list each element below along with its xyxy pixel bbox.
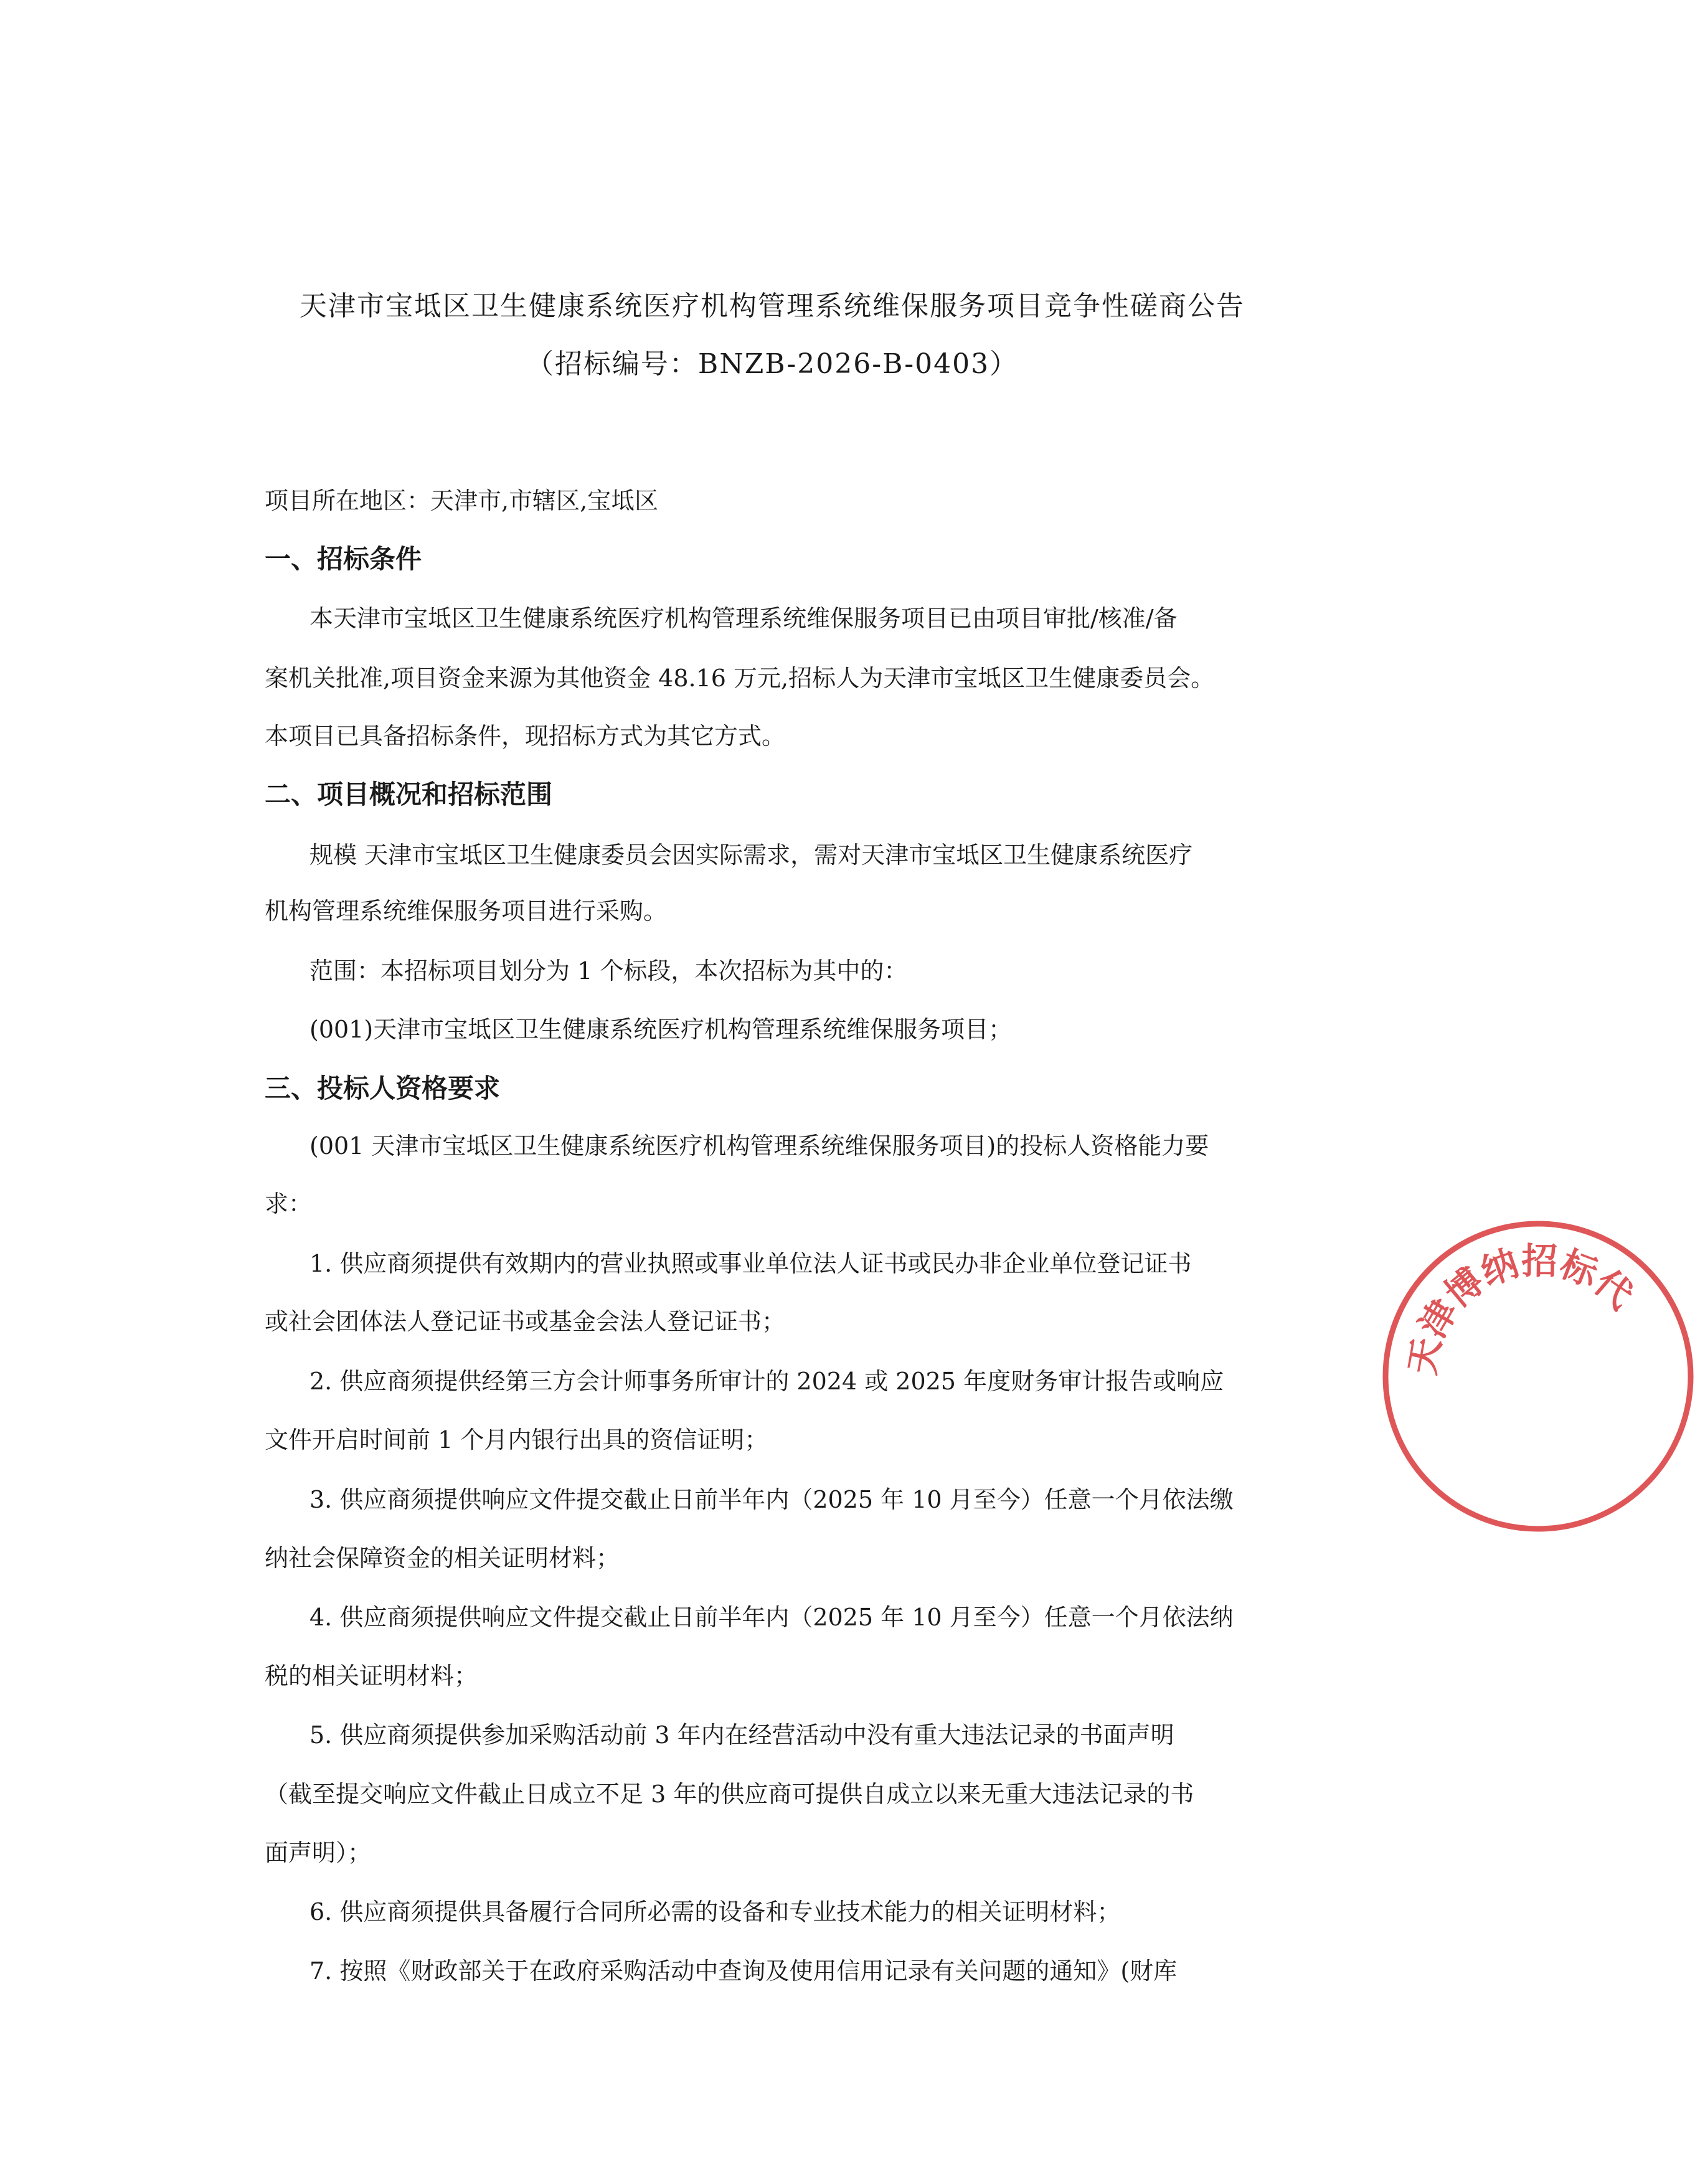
paragraph-line: 面声明）； [265, 1839, 372, 1866]
paragraph-line: 纳社会保障资金的相关证明材料； [265, 1544, 620, 1572]
section-heading-bidder-qualifications: 三、投标人资格要求 [265, 1073, 501, 1104]
paragraph-line: 机构管理系统维保服务项目进行采购。 [265, 897, 668, 925]
paragraph-line: 案机关批准,项目资金来源为其他资金 48.16 万元,招标人为天津市宝坻区卫生健康委员会。 [265, 664, 1215, 692]
document-title: 天津市宝坻区卫生健康系统医疗机构管理系统维保服务项目竞争性磋商公告 [300, 290, 1245, 322]
paragraph-line: 求： [265, 1190, 313, 1217]
paragraph-line: 本天津市宝坻区卫生健康系统医疗机构管理系统维保服务项目已由项目审批/核准/备 [309, 605, 1178, 632]
paragraph-line: 7. 按照《财政部关于在政府采购活动中查询及使用信用记录有关问题的通知》(财库 [309, 1957, 1178, 1985]
seal-text: 天津博纳招标代 [1400, 1239, 1641, 1378]
official-seal-stamp [1376, 1214, 1700, 1538]
paragraph-line: 1. 供应商须提供有效期内的营业执照或事业单位法人证书或民办非企业单位登记证书 [309, 1250, 1192, 1277]
paragraph-line: 税的相关证明材料； [265, 1662, 478, 1690]
paragraph-line: 范围：本招标项目划分为 1 个标段，本次招标为其中的： [309, 957, 908, 985]
paragraph-line: 本项目已具备招标条件，现招标方式为其它方式。 [265, 722, 786, 750]
paragraph-line: (001 天津市宝坻区卫生健康系统医疗机构管理系统维保服务项目)的投标人资格能力要 [309, 1132, 1209, 1160]
paragraph-line: （截至提交响应文件截止日成立不足 3 年的供应商可提供自成立以来无重大违法记录的书 [265, 1780, 1194, 1808]
section-heading-project-overview: 二、项目概况和招标范围 [265, 779, 553, 810]
paragraph-line: 或社会团体法人登记证书或基金会法人登记证书； [265, 1308, 786, 1335]
paragraph-line: 文件开启时间前 1 个月内银行出具的资信证明； [265, 1426, 768, 1454]
paragraph-line: 规模 天津市宝坻区卫生健康委员会因实际需求，需对天津市宝坻区卫生健康系统医疗 [309, 841, 1193, 869]
paragraph-line: 6. 供应商须提供具备履行合同所必需的设备和专业技术能力的相关证明材料； [309, 1898, 1121, 1926]
tender-code: （招标编号：BNZB-2026-B-0403） [526, 348, 1019, 380]
paragraph-line: 4. 供应商须提供响应文件提交截止日前半年内（2025 年 10 月至今）任意一个月依法纳 [309, 1604, 1234, 1631]
project-location: 项目所在地区：天津市,市辖区,宝坻区 [265, 487, 659, 514]
section-heading-bidding-conditions: 一、招标条件 [265, 544, 422, 574]
paragraph-line: 2. 供应商须提供经第三方会计师事务所审计的 2024 或 2025 年度财务审计报告或响应 [309, 1368, 1224, 1395]
paragraph-line: (001)天津市宝坻区卫生健康系统医疗机构管理系统维保服务项目； [309, 1016, 1013, 1043]
paragraph-line: 5. 供应商须提供参加采购活动前 3 年内在经营活动中没有重大违法记录的书面声明 [309, 1721, 1174, 1749]
paragraph-line: 3. 供应商须提供响应文件提交截止日前半年内（2025 年 10 月至今）任意一个月依法缴 [309, 1486, 1234, 1513]
